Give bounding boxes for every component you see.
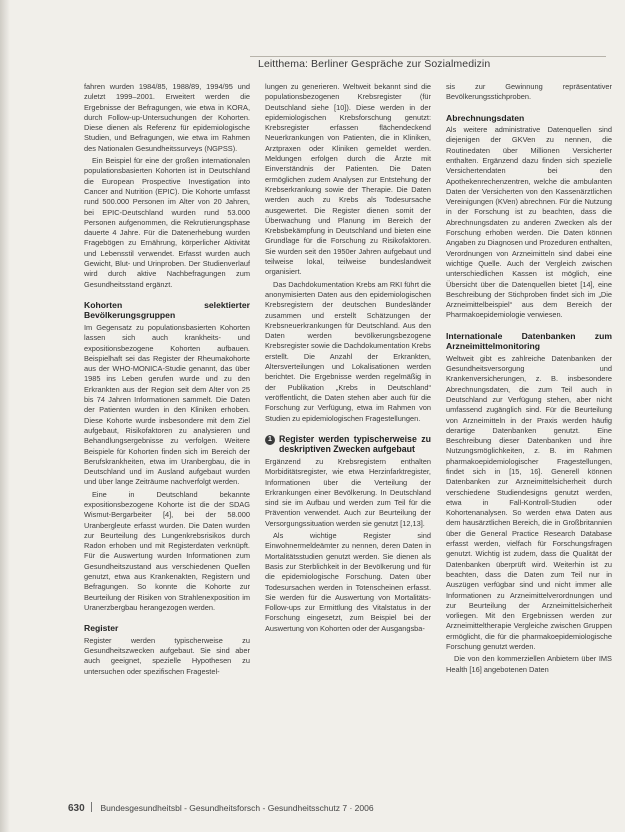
footer-divider bbox=[91, 802, 92, 812]
section-heading: Register bbox=[84, 623, 119, 634]
paragraph: fahren wurden 1984/85, 1988/89, 1994/95 und zuletzt 1999–2001. Erweitert werden die Ergebnisse der Befragungen, wie etwa in KORA, durch Follow-up-Untersuchungen der Kohorten. Diese dienen als Referenz für epidemiologische Studien, und Befragungen, wie etwa im Rahmen des Nationalen Gesundheitssurveys (NGPSS). bbox=[84, 82, 250, 153]
paragraph: Ein Beispiel für eine der großen internationalen populationsbasierten Kohorten ist in Deutschland die European Prospective Investigation into Cancer and Nutrition (EPIC). Die Kohorte umfasst rund 500.000 Personen im Alter von 20 Jahren, bei EPIC-Deutschland wurden rund 53.000 Personen aufgenommen, die Rekrutierungsphase dauerte 4 Jahre. Für die Datenerhebung wurden Fragebögen zu Ernährung, körperlicher Aktivität und Lebensstil verwendet. Erfasst wurden auch Gewicht, Blut- und Urinproben. Der Studienverlauf wird durch aktive Nachbefragungen zum Gesundheitsstand ergänzt. bbox=[84, 156, 250, 289]
article-body bbox=[84, 82, 612, 802]
paragraph: Register werden typischerweise zu Gesundheitszwecken aufgebaut. Sie sind aber auch geeignet, spezielle Hypothesen zu untersuchen oder spezifischen Fragestel- bbox=[84, 635, 250, 676]
column-middle bbox=[265, 82, 431, 802]
paragraph: Als wichtige Register sind Einwohnermeldeämter zu nennen, deren Daten in Mortalitätsstudien genutzt werden. Sie dienen als Basis zur Sterblichkeit in der Bevölkerung und für die epidemiologische Forschung. Daten über Todesursachen werden in Totenscheinen erfasst. Sie werden für die Auswertung von Mortalitäts-Follow-ups zur Ermittlung des Vitalstatus in der Forschung eingesetzt, zum Beispiel bei der Auswertung von Kohorten oder der Ausgangsba- bbox=[265, 531, 431, 633]
key-message-text: Register werden typischerweise zu deskriptiven Zwecken aufgebaut bbox=[279, 433, 431, 455]
paragraph: lungen zu generieren. Weltweit bekannt sind die populationsbezogenen Krebsregister (für Deutschland siehe [10]). Diese werden in der epidemiologischen Krebsforschung genutzt: Krebsregister erfassen flächendeckend Neuerkrankungen von Patienten, die in Kliniken, Arztpraxen oder Kliniken gemeldet werden. Meldungen erfolgen durch die Ärzte mit Einverständnis der Patienten. Die Daten ermöglichen zudem Analysen zur Entstehung der Krebserkrankung sowie der Therapie. Die Daten werden auch zu Krebs als Todesursache ausgewertet. Die Register dienen somit der Überwachung und Planung im Bereich der Krebsbekämpfung in Deutschland und bieten eine Grundlage für die Forschung zu Risikofaktoren. Sie wurden seit den 1950er Jahren aufgebaut und teilweise lokal, teilweise bundeslandweit organisiert. bbox=[265, 82, 431, 277]
paragraph: Weltweit gibt es zahlreiche Datenbanken der Gesundheitsversorgung und Krankenversicherungen, z. B. insbesondere Abrechnungsdaten, die zum Teil auch in Deutschland zur Verfügung stehen, aber nicht umfassend zugänglich sind. Für die Beurteilung von Arzneimitteln in der Praxis werden häufig derartige Datenbanken genutzt. Eine Beschreibung dieser Datenbanken und ihre Nutzungsmöglichkeiten, z. B. im Rahmen pharmakoepidemiologischer Fragestellungen, findet sich in [15, 16]. Generell können Datenbanken zur Arzneimittelsicherheit durch verschiedene Studiendesigns genutzt werden, etwa in Fall-Kontroll-Studien oder Kohortenanalysen. So werden etwa Daten aus dem hausärztlichen Bereich, die in Großbritannien über die General Practice Research Database erfasst werden, vielfach für Forschungsfragen genutzt. Wichtig ist zudem, dass die Qualität der Datenbanken überprüft wird. Weiterhin ist zu beachten, dass die Daten zum Teil nur in Auszügen verfügbar sind und nicht immer alle Informationen zu Arzneimittelverordnungen und zur Beurteilung der Arzneimittelsicherheit vorliegen. Mit den Ergebnissen werden zur Arzneimitteltherapie Vergleiche zwischen Gruppen ermöglicht, die für die pharmakoepidemiologische Forschung genutzt werden. bbox=[446, 353, 612, 652]
column-right bbox=[446, 82, 612, 802]
number-badge-icon: 1 bbox=[265, 435, 275, 445]
page-number: 630 bbox=[68, 803, 85, 814]
column-left bbox=[84, 82, 250, 802]
key-message-heading bbox=[265, 434, 431, 455]
scan-edge bbox=[0, 0, 10, 832]
paragraph: sis zur Gewinnung repräsentativer Bevölkerungsstichproben. bbox=[446, 82, 612, 102]
section-heading: Internationale Datenbanken zum Arzneimittelmonitoring bbox=[446, 330, 612, 352]
paragraph: Im Gegensatz zu populationsbasierten Kohorten lassen sich auch krankheits- und expositionsbezogene Kohorten aufbauen. Beispielhaft sei das Register der Rheumakohorte aus der WHO-MONICA-Studie genannt, das über 1985 ins Leben gerufen wurde und zu den Erkrankten aus der Region seit dem Alter von 25 bis 74 Jahren Informationen sammelt. Die Daten der Patienten wurden in den Kliniken erhoben. Diese Kohorte wurde insbesondere mit dem Ziel aufgebaut, Risikofaktoren zu analysieren und Behandlungsergebnisse zu verfolgen. Weitere Beispiele für Kohorten finden sich im Bereich der Berufskrankheiten, etwa im Uranbergbau, die in Deutschland und im Ausland aufgebaut wurden und über lange Zeiträume nachverfolgt werden. bbox=[84, 322, 250, 487]
running-header: Leitthema: Berliner Gespräche zur Sozialmedizin bbox=[258, 58, 491, 70]
paragraph: Die von den kommerziellen Anbietern über IMS Health [16] angebotenen Daten bbox=[446, 654, 612, 674]
page-footer bbox=[68, 802, 608, 816]
section-heading: Kohorten selektierter Bevölkerungsgruppen bbox=[84, 299, 250, 321]
section-heading: Abrechnungsdaten bbox=[446, 112, 525, 123]
paragraph: Das Dachdokumentation Krebs am RKI führt die anonymisierten Daten aus den epidemiologischen Krebsregistern der deutschen Bundesländer zusammen und erstellt Schätzungen der Krebsneuerkrankungen für Deutschland. Aus den Daten werden bevölkerungsbezogene Krebsregister sowie die Dachdokumentation Krebs erstellt. Die Anzahl der Erkrankten, Altersverteilungen und Lokalisationen werden berichtet. Die Ergebnisse werden regelmäßig in der Publikation „Krebs in Deutschland“ veröffentlicht, die Daten stehen aber auch für die Forschung zur Verfügung, etwa im Rahmen von Studien zu epidemiologischen Fragestellungen. bbox=[265, 279, 431, 423]
paragraph: Eine in Deutschland bekannte expositionsbezogene Kohorte ist die der SDAG Wismut-Bergarbeiter [4], bei der 58.000 Uranbergleute erfasst wurden. Die Daten wurden zur Beurteilung des Lungenkrebsrisikos durch Radon erhoben und mit Registerdaten verknüpft. Für die Auswertung wurden Informationen zum Gesundheitszustand aus verschiedenen Quellen genutzt, etwa aus Krankenakten, Registern und Befragungen. So konnte die Kohorte zur Beurteilung der Risiken von Strahlenexposition im Uranerzbergbau herangezogen werden. bbox=[84, 489, 250, 612]
journal-citation: Bundesgesundheitsbl - Gesundheitsforsch - Gesundheitsschutz 7 · 2006 bbox=[100, 803, 374, 813]
paragraph: Als weitere administrative Datenquellen sind diejenigen der GKVen zu nennen, die Routinedaten über Millionen Versicherter enthalten. Ergänzend dazu finden sich spezielle Versichertendaten bei den Apothekenrechenzentren, welche die ambulanten Daten der Versicherten von den Kassenärztlichen Vereinigungen (KVen) abrechnen. Für die Nutzung in der Forschung ist zu beachten, dass die Abrechnungsdaten zu anderen Zwecken als der Forschung erhoben werden. Die Daten können Angaben zu Diagnosen und Prozeduren enthalten, Verordnungen von Arzneimitteln sind dabei eine wichtige Quelle. Auch der Vergleich zwischen unterschiedlichen Kassen ist möglich, eine Übersicht über die Datenquellen bietet [14], eine Beschreibung der Stichproben findet sich im „Die Arzneimittelbeispiel“ aus dem Bereich der Pharmakoepidemiologie verwiesen. bbox=[446, 125, 612, 320]
paragraph: Ergänzend zu Krebsregistern enthalten Morbiditätsregister, wie etwa Herzinfarktregister, Informationen über die Verteilung der Erkrankungen einer Bevölkerung. In Deutschland sind sie im Aufbau und werden zum Teil für die Prävention verwendet. Auch zur Beurteilung der Versorgungssituation werden sie genutzt [12,13]. bbox=[265, 456, 431, 528]
